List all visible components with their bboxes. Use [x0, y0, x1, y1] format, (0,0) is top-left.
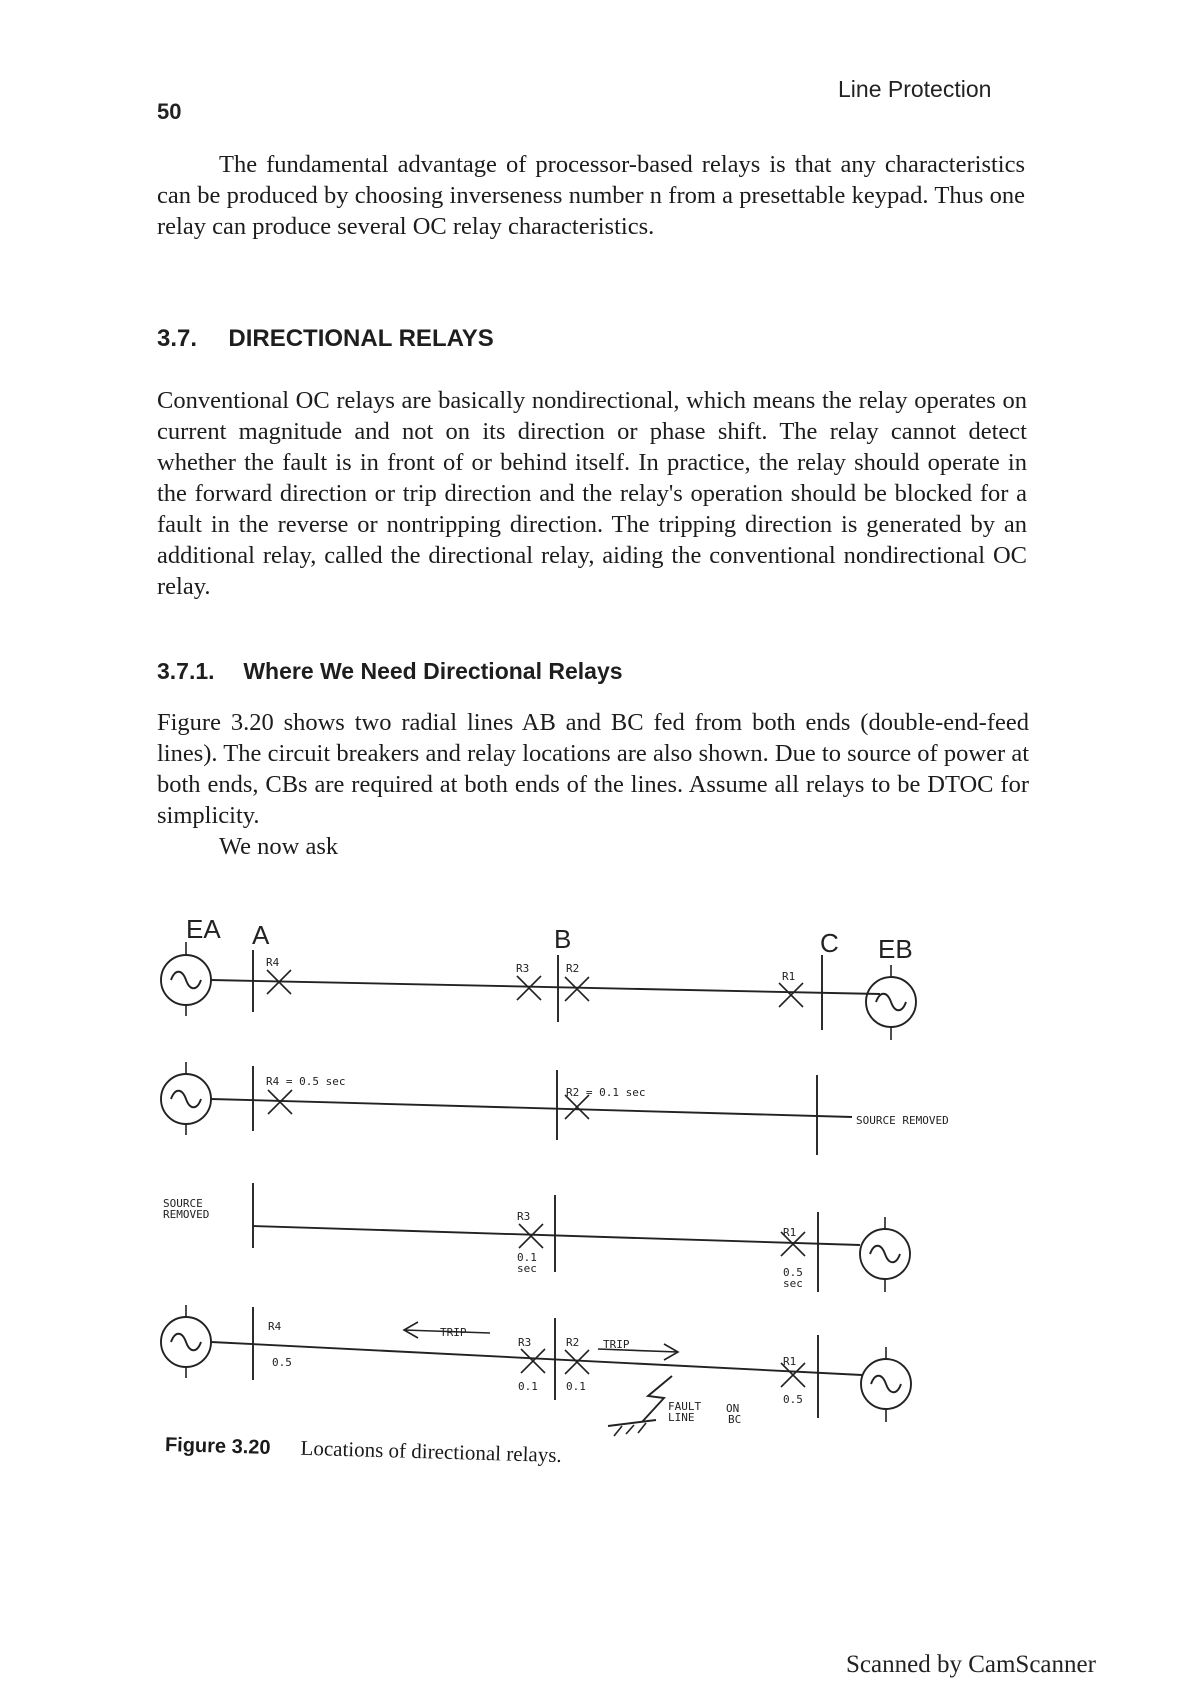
label-bus-c: C — [820, 928, 839, 958]
label-r2-time-row4: 0.1 — [566, 1380, 586, 1393]
section-3-7-title: DIRECTIONAL RELAYS — [228, 325, 494, 352]
source-a-icon — [161, 955, 211, 1005]
label-r3-unit: sec — [517, 1262, 537, 1275]
label-r3-row4: R3 — [518, 1336, 532, 1349]
page-number: 50 — [157, 99, 182, 124]
source-a-row4-icon — [161, 1317, 211, 1367]
figure-caption-label: Figure 3.20 — [164, 1434, 271, 1459]
label-r1-time: 0.5 — [783, 1266, 803, 1279]
section-3-7-1-title: Where We Need Directional Relays — [243, 658, 623, 684]
label-fault-on: ON — [726, 1402, 740, 1415]
label-source-removed-left-2: REMOVED — [163, 1208, 210, 1221]
label-r3-time-row4: 0.1 — [518, 1380, 538, 1393]
label-bus-b: B — [554, 924, 572, 954]
label-r1: R1 — [782, 970, 796, 983]
breaker-r3-icon — [517, 976, 541, 1000]
label-trip-left: TRIP — [440, 1326, 467, 1339]
breaker-r2-icon — [565, 977, 589, 1001]
label-r3: R3 — [516, 962, 530, 975]
section-3-7-1-body-text-2: We now ask — [219, 833, 339, 860]
source-b-row4-icon — [861, 1359, 911, 1409]
label-source-removed-left-1: SOURCE — [163, 1197, 203, 1210]
row2-network — [161, 1062, 852, 1155]
breaker-r3-row3-icon — [519, 1224, 543, 1248]
section-3-7-1-number: 3.7.1. — [157, 658, 215, 684]
source-a-row2-icon — [161, 1074, 211, 1124]
label-source-removed-right: SOURCE REMOVED — [856, 1114, 949, 1127]
section-3-7-number: 3.7. — [157, 325, 198, 352]
intro-paragraph-text: The fundamental advantage of processor-based relays is that any characteristics can be produced by choosing inverseness number n from a presettable keypad. Thus one relay can produce several OC relay characteristics. — [157, 151, 1025, 240]
label-r2-setting: R2 = 0.1 sec — [566, 1086, 646, 1099]
label-r4: R4 — [266, 956, 280, 969]
label-eb: EB — [878, 934, 913, 964]
breaker-r2-row4-icon — [565, 1350, 589, 1374]
label-trip-right: TRIP — [603, 1338, 630, 1351]
section-3-7-1-body-text: Figure 3.20 shows two radial lines AB and BC fed from both ends (double-end-feed lines). The circuit breakers and relay locations are also shown. Due to source of power at both ends, CBs are required at both ends of the lines. Assume all relays to be DTOC for simplicity. — [157, 709, 1029, 829]
label-r1-time-row4: 0.5 — [783, 1393, 803, 1406]
running-title: Line Protection — [838, 76, 992, 102]
source-b-row3-icon — [860, 1229, 910, 1279]
label-r2: R2 — [566, 962, 580, 975]
label-r1-row4: R1 — [783, 1355, 797, 1368]
ground-icon — [608, 1420, 656, 1426]
label-r4-setting: R4 = 0.5 sec — [266, 1075, 346, 1088]
label-r2-row4: R2 — [566, 1336, 580, 1349]
label-fault: FAULT — [668, 1400, 702, 1413]
label-r4-row4: R4 — [268, 1320, 282, 1333]
label-fault-bc: BC — [728, 1413, 742, 1426]
breaker-r1-icon — [779, 983, 803, 1007]
figure-caption-text: Locations of directional relays. — [300, 1435, 563, 1468]
breaker-r3-row4-icon — [521, 1349, 545, 1373]
label-fault-line: LINE — [668, 1411, 695, 1424]
label-ea: EA — [186, 914, 221, 944]
scanner-watermark: Scanned by CamScanner — [846, 1651, 1096, 1678]
label-bus-a: A — [252, 920, 270, 950]
section-3-7-body-text: Conventional OC relays are basically nondirectional, which means the relay operates on current magnitude and not on its direction or phase shift. The relay cannot detect whether the fault is in front of or behind itself. In practice, the relay should operate in the forward direction or trip direction and the relay's operation should be blocked for a fault in the reverse or nontripping direction. The tripping direction is generated by an additional relay, called the directional relay, aiding the conventional nondirectional OC relay. — [157, 387, 1027, 600]
label-r4-time-row4: 0.5 — [272, 1356, 292, 1369]
source-b-icon — [866, 977, 916, 1027]
label-r1-unit: sec — [783, 1277, 803, 1290]
label-r1-row3: R1 — [783, 1226, 797, 1239]
label-r3-time: 0.1 — [517, 1251, 537, 1264]
row3-network — [253, 1183, 910, 1292]
label-r3-row3: R3 — [517, 1210, 531, 1223]
